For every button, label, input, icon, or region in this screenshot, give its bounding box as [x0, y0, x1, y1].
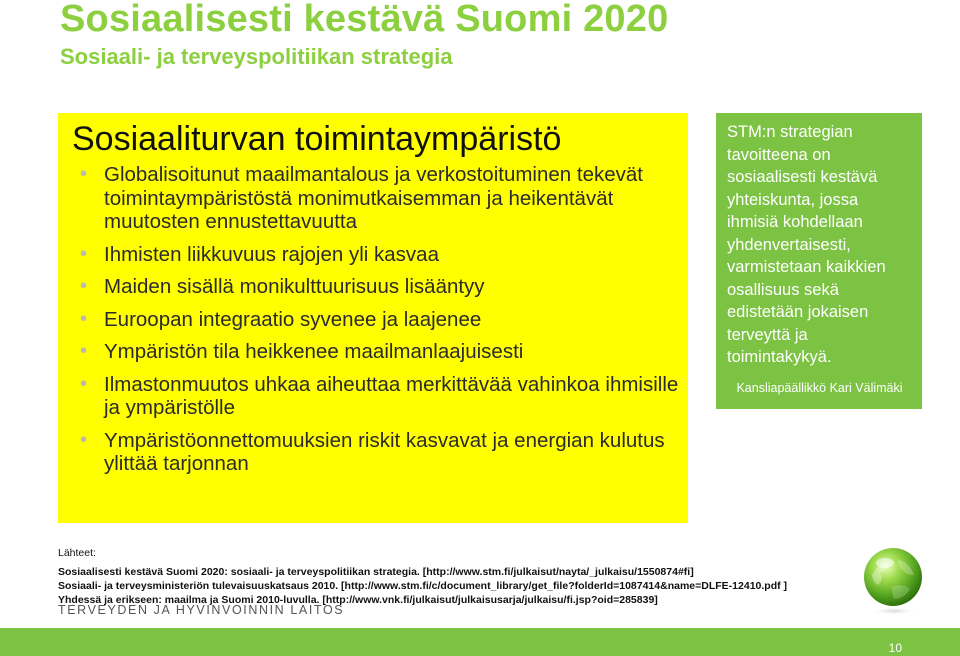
footer-bar: [0, 628, 960, 656]
quote-author: Kansliapäällikkö Kari Välimäki: [736, 380, 903, 395]
bullet-text: Ihmisten liikkuvuus rajojen yli kasvaa: [104, 242, 439, 266]
list-item: [72, 429, 688, 476]
institute-name: TERVEYDEN JA HYVINVOINNIN LAITOS: [58, 603, 345, 617]
source-line: Sosiaali- ja terveysministeriön tulevaisuuskatsaus 2010. [http://www.stm.fi/c/document_library/get_file?folderId=1087414&name=DLFE-12410.pdf ]: [58, 580, 788, 592]
green-globe-icon: [858, 545, 928, 615]
list-item: [72, 340, 688, 364]
list-item: [72, 163, 688, 234]
bullet-dot-icon: •: [80, 242, 88, 265]
bullet-dot-icon: •: [80, 163, 88, 185]
bullet-dot-icon: •: [80, 307, 88, 330]
source-line: Yhdessä ja erikseen: maailma ja Suomi 2010-luvulla. [http://www.vnk.fi/julkaisut/julkaisusarja/julkaisu/fi.jsp?oid=285839]: [58, 594, 658, 606]
sources-heading: Lähteet:: [58, 547, 96, 559]
list-item: [72, 373, 688, 420]
list-item: [72, 243, 688, 267]
bullet-text: Ilmastonmuutos uhkaa aiheuttaa merkittävää vahinkoa ihmisille ja ympäristölle: [104, 372, 679, 419]
page-number: 10: [888, 641, 902, 655]
source-line: Sosiaalisesti kestävä Suomi 2020: sosiaali- ja terveyspolitiikan strategia. [http://www.stm.fi/julkaisut/nayta/_julkaisu/1550874#fi]: [58, 566, 694, 578]
bullet-text: Maiden sisällä monikulttuurisuus lisääntyy: [104, 275, 485, 298]
bullet-text: Euroopan integraatio syvenee ja laajenee: [104, 307, 482, 331]
bullet-text: Ympäristöonnettomuuksien riskit kasvavat ja energian kulutus ylittää tarjonnan: [104, 428, 665, 475]
bullet-list: [72, 163, 688, 476]
bullet-text: Globalisoitunut maailmantalous ja verkostoituminen tekevät toimintaympäristöstä monimutkaisemman ja heikentävät muutosten ennustettavuutta: [104, 163, 643, 233]
bullet-dot-icon: •: [80, 340, 88, 362]
strategy-quote-box: [716, 113, 922, 409]
environment-panel: [58, 113, 688, 523]
panel-heading: Sosiaaliturvan toimintaympäristö: [72, 120, 562, 158]
strategy-quote: STM:n strategian tavoitteena on sosiaalisesti kestävä yhteiskunta, jossa ihmisiä kohdellaan yhdenvertaisesti, varmistetaan kaikkien osallisuus sekä edistetään jokaisen terveyttä ja toimintakykyä.: [727, 123, 886, 366]
slide-subtitle: Sosiaali- ja terveyspolitiikan strategia: [60, 44, 453, 69]
bullet-text: Ympäristön tila heikkenee maailmanlaajuisesti: [104, 340, 524, 363]
bullet-dot-icon: •: [80, 275, 88, 297]
list-item: [72, 308, 688, 332]
slide-title: Sosiaalisesti kestävä Suomi 2020: [60, 0, 669, 40]
list-item: [72, 275, 688, 299]
bullet-dot-icon: •: [80, 428, 88, 451]
bullet-dot-icon: •: [80, 372, 88, 395]
sources-section: [58, 546, 898, 607]
